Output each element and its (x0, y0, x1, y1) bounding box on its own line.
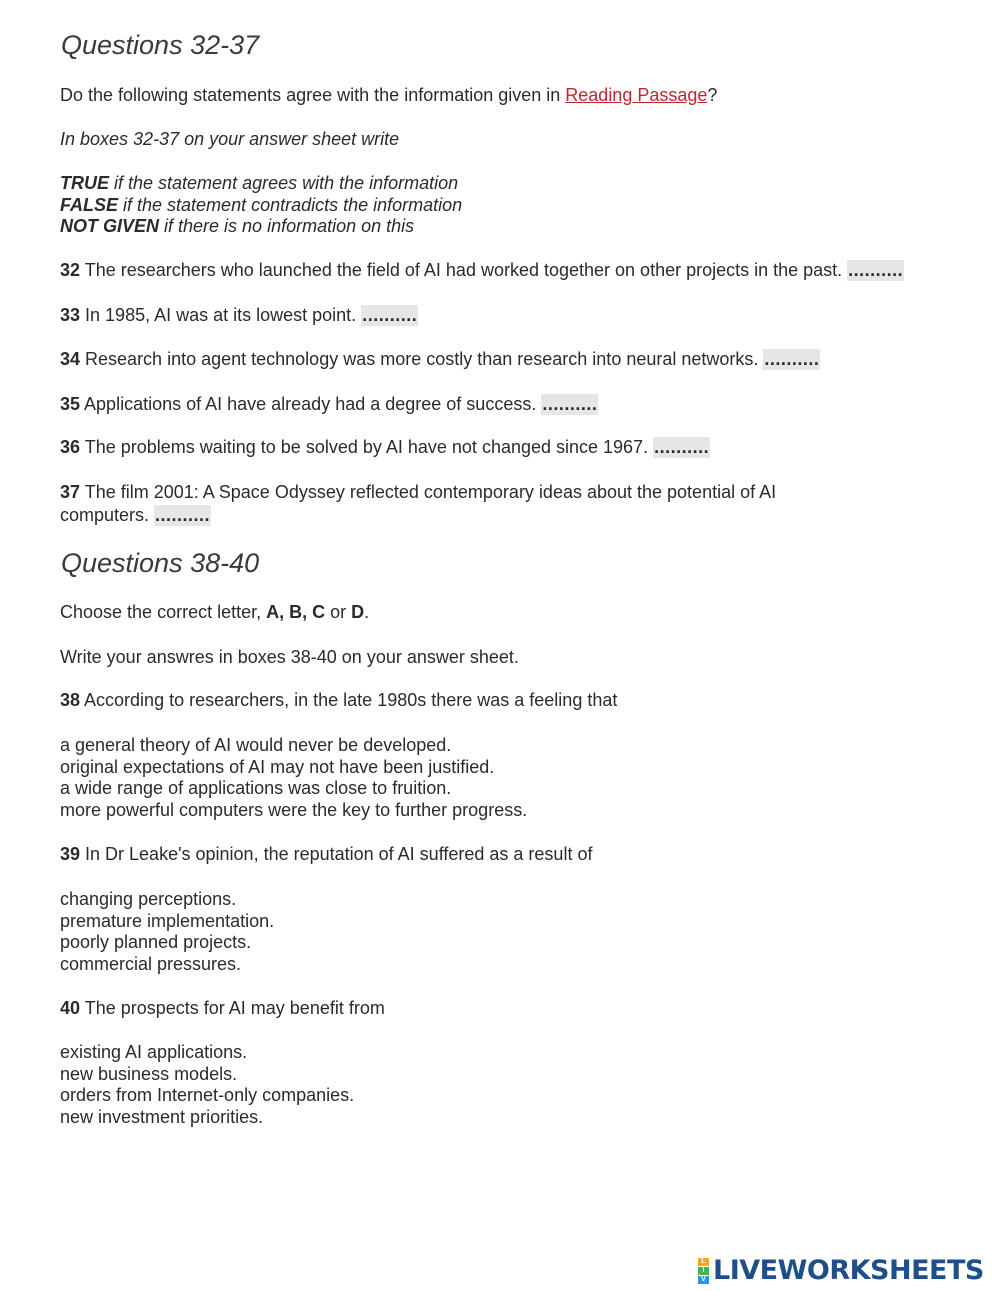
legend-false (60, 195, 462, 216)
option-39-d[interactable]: commercial pressures. (60, 954, 242, 974)
write-note: Write your answres in boxes 38-40 on your answer sheet. (60, 647, 519, 667)
question-text: computers. (60, 505, 155, 525)
option-40-b[interactable]: new business models. (60, 1064, 238, 1084)
question-number: 32 (60, 260, 81, 280)
logo-block: L (698, 1258, 709, 1266)
choose-letters: A, B, C (266, 602, 326, 622)
legend-text: if the statement agrees with the information (109, 173, 459, 193)
option-38-c[interactable]: a wide range of applications was close to fruition. (60, 778, 452, 798)
answer-blank-34[interactable]: .......... (764, 349, 820, 369)
question-number: 36 (60, 437, 81, 457)
question-38 (60, 690, 617, 711)
question-text: In Dr Leake's opinion, the reputation of AI suffered as a result of (80, 844, 593, 864)
instruction-end: ? (707, 85, 718, 105)
option-39-b[interactable]: premature implementation. (60, 911, 275, 931)
logo-blocks-icon (698, 1258, 709, 1284)
question-number: 34 (60, 349, 81, 369)
section-heading-38-40: Questions 38-40 (61, 548, 260, 578)
option-40-d[interactable]: new investment priorities. (60, 1107, 264, 1127)
option-39-c[interactable]: poorly planned projects. (60, 932, 252, 952)
choose-instruction (60, 602, 369, 623)
question-number: 37 (60, 482, 81, 502)
question-text: In 1985, AI was at its lowest point. (80, 305, 362, 325)
legend-key: TRUE (60, 173, 109, 193)
question-text: The film 2001: A Space Odyssey reflected contemporary ideas about the potential of AI (80, 482, 777, 502)
choose-end: . (364, 602, 370, 622)
question-number: 33 (60, 305, 81, 325)
instruction-line (60, 85, 717, 106)
option-38-b[interactable]: original expectations of AI may not have been justified. (60, 757, 495, 777)
question-37-cont (60, 505, 211, 526)
question-33 (60, 305, 418, 326)
question-number: 35 (60, 394, 81, 414)
question-39 (60, 844, 592, 865)
question-36 (60, 437, 710, 458)
legend-true (60, 173, 458, 194)
question-number: 38 (60, 690, 81, 710)
answer-blank-36[interactable]: .......... (654, 437, 710, 457)
question-text: Applications of AI have already had a degree of success. (80, 394, 542, 414)
legend-key: NOT GIVEN (60, 216, 160, 236)
legend-text: if the statement contradicts the information (118, 195, 463, 215)
question-text: The problems waiting to be solved by AI have not changed since 1967. (80, 437, 654, 457)
logo-block: I (698, 1267, 709, 1275)
question-35 (60, 394, 598, 415)
choose-or: or (325, 602, 352, 622)
question-number: 40 (60, 998, 81, 1018)
legend-key: FALSE (60, 195, 119, 215)
legend-text: if there is no information on this (159, 216, 415, 236)
choose-letter-d: D (351, 602, 365, 622)
legend-not-given (60, 216, 414, 237)
answer-blank-33[interactable]: .......... (362, 305, 418, 325)
option-38-a[interactable]: a general theory of AI would never be developed. (60, 735, 452, 755)
option-40-a[interactable]: existing AI applications. (60, 1042, 248, 1062)
option-40-c[interactable]: orders from Internet-only companies. (60, 1085, 355, 1105)
question-34 (60, 349, 820, 370)
section-heading-32-37: Questions 32-37 (61, 30, 260, 60)
logo-block: V (698, 1276, 709, 1284)
question-32 (60, 260, 904, 281)
logo-text: LIVEWORKSHEETS (713, 1255, 984, 1286)
answer-blank-35[interactable]: .......... (542, 394, 598, 414)
option-39-a[interactable]: changing perceptions. (60, 889, 237, 909)
answer-blank-37[interactable]: .......... (155, 505, 211, 525)
liveworksheets-logo (698, 1256, 984, 1286)
question-text: According to researchers, in the late 1980s there was a feeling that (80, 690, 618, 710)
question-number: 39 (60, 844, 81, 864)
option-38-d[interactable]: more powerful computers were the key to further progress. (60, 800, 528, 820)
boxes-note: In boxes 32-37 on your answer sheet write (60, 129, 400, 149)
instruction-text: Do the following statements agree with the information given in (60, 85, 566, 105)
answer-blank-32[interactable]: .......... (848, 260, 904, 280)
choose-text: Choose the correct letter, (60, 602, 267, 622)
question-text: Research into agent technology was more costly than research into neural networks. (80, 349, 764, 369)
question-text: The prospects for AI may benefit from (80, 998, 385, 1018)
question-40 (60, 998, 385, 1019)
question-37 (60, 482, 776, 503)
question-text: The researchers who launched the field of AI had worked together on other projects in the past. (80, 260, 848, 280)
reading-passage-link[interactable]: Reading Passage (565, 85, 708, 105)
